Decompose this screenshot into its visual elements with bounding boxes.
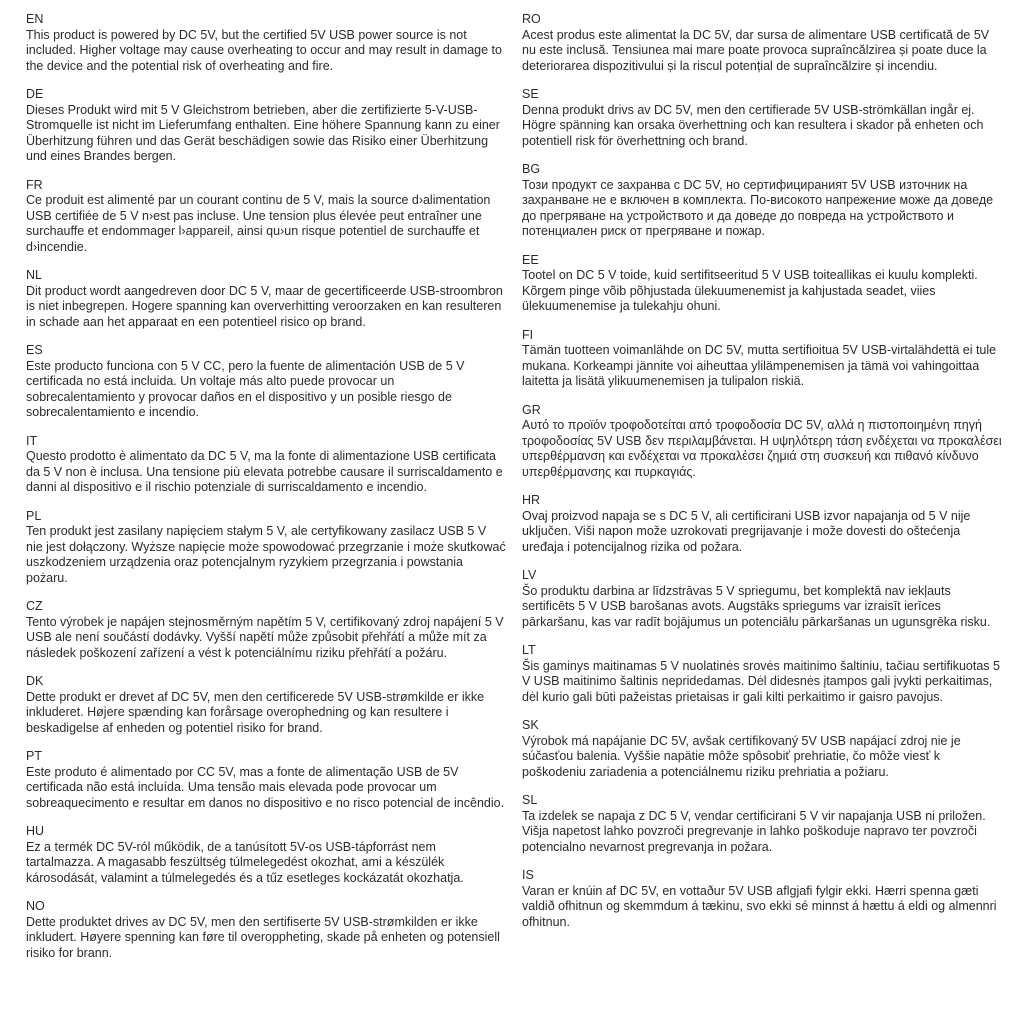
lang-section-cz [26, 599, 506, 661]
lang-section-lt [522, 643, 1002, 705]
language-text-sk: Výrobok má napájanie DC 5V, avšak certifikovaný 5V USB napájací zdroj nie je súčasťou balenia. Vyššie napätie môže spôsobiť prehriatie, čo môže viesť k poškodeniu zariadenia a potenciálnemu riziku prehriatia a požiaru. [522, 733, 961, 779]
right-column [522, 12, 1002, 974]
language-text-hu: Ez a termék DC 5V-ról működik, de a tanúsított 5V-os USB-tápforrást nem tartalmazza. A magasabb feszültség túlmelegedést okozhat, ami a készülék károsodását, valamint a túlmelegedés és a tűz esetleges kockázatát okozhatja. [26, 839, 464, 885]
language-code-bg: BG [522, 162, 541, 176]
language-code-fi: FI [522, 327, 534, 342]
language-text-gr: Αυτό το προϊόν τροφοδοτείται από τροφοδοσία DC 5V, αλλά η πιστοποιημένη πηγή τροφοδοσίας 5V USB δεν περιλαμβάνεται. Η υψηλότερη τάση ενδέχεται να προκαλέσει υπερθέρμανση και ενδέχεται να προκαλέσει ζημιά στη συσκευή και πιθανό κίνδυνο υπερθέρμανσης και πυρκαγιάς. [522, 418, 1002, 479]
lang-section-se [522, 87, 1002, 149]
language-code-nl: NL [26, 268, 42, 282]
language-code-sk: SK [522, 718, 539, 732]
language-code-lv: LV [522, 568, 537, 582]
language-text-lt: Šis gaminys maitinamas 5 V nuolatinės srovės maitinimo šaltiniu, tačiau sertifikuotas 5 V USB maitinimo šaltinis nepridedamas. Dėl didesnės įtampos gali įvykti perkaitimas, dėl kurio gali būti pažeistas prietaisas ir gali kilti perkaitimo ir gaisro pavojus. [522, 658, 1000, 704]
lang-section-sk [522, 718, 1002, 780]
lang-section-hu [26, 824, 506, 886]
language-code-no: NO [26, 899, 45, 913]
lang-section-bg [522, 162, 1002, 240]
language-code-ee: EE [522, 252, 539, 267]
lang-section-nl [26, 268, 506, 330]
language-code-ro: RO [522, 12, 541, 26]
language-text-cz: Tento výrobek je napájen stejnosměrným napětím 5 V, certifikovaný zdroj napájení 5 V USB ale není součástí dodávky. Vyšší napětí může způsobit přehřátí a může mít za následek poškození zařízení a vést k potenciálnímu riziku přehřátí a požáru. [26, 614, 504, 660]
language-text-pt: Este produto é alimentado por CC 5V, mas a fonte de alimentação USB de 5V certificada não está incluída. Uma tensão mais elevada pode provocar um sobreaquecimento e resultar em danos no dispositivo e no risco potencial de incêndio. [26, 764, 505, 810]
language-code-lt: LT [522, 643, 536, 657]
language-text-dk: Dette produkt er drevet af DC 5V, men den certificerede 5V USB-strømkilde er ikke inkluderet. Højere spænding kan forårsage overophedning og kan resultere i beskadigelse af enheden og potentiel risiko for brand. [26, 689, 485, 735]
language-code-pt: PT [26, 749, 42, 763]
language-text-it: Questo prodotto è alimentato da DC 5 V, ma la fonte di alimentazione USB certificata da 5 V non è inclusa. Una tensione più elevata potrebbe causare il surriscaldamento e danni al dispositivo e il rischio potenziale di surriscaldamento e incendio. [26, 449, 503, 494]
lang-section-es [26, 343, 506, 421]
language-text-bg: Този продукт се захранва с DC 5V, но сертифицираният 5V USB източник на захранване не е включен в комплекта. По-високото напрежение може да доведе до прегряване на устройството и да доведе до повреда на устройството и потенциален риск от прегряване и пожар. [522, 177, 994, 238]
language-code-is: IS [522, 868, 534, 882]
lang-section-no [26, 899, 506, 961]
lang-section-hr [522, 493, 1002, 555]
language-code-fr: FR [26, 177, 43, 192]
language-text-pl: Ten produkt jest zasilany napięciem stałym 5 V, ale certyfikowany zasilacz USB 5 V nie jest dołączony. Wyższe napięcie może spowodować przegrzanie i może skutkować uszkodzeniem urządzenia oraz potencjalnym ryzykiem przegrzania i powstania pożaru. [26, 524, 506, 585]
language-text-sl: Ta izdelek se napaja z DC 5 V, vendar certificirani 5 V vir napajanja USB ni priložen. Višja napetost lahko povzroči pregrevanje in lahko poškoduje napravo ter povzroči potencialno nevarnost pregrevanja in požara. [522, 808, 986, 854]
language-code-se: SE [522, 87, 539, 101]
left-column [26, 12, 506, 974]
language-code-en: EN [26, 12, 44, 26]
lang-section-sl [522, 793, 1002, 855]
lang-section-pl [26, 509, 506, 587]
lang-section-gr [522, 403, 1002, 481]
language-code-pl: PL [26, 508, 42, 523]
language-text-ro: Acest produs este alimentat la DC 5V, dar sursa de alimentare USB certificată de 5V nu este inclusă. Tensiunea mai mare poate provoca supraîncălzirea și poate duce la deteriorarea dispozitivului și la riscul potențial de supraîncălzire și incendiu. [522, 27, 990, 73]
language-text-nl: Dit product wordt aangedreven door DC 5 V, maar de gecertificeerde USB-stroombron is niet inbegrepen. Hogere spanning kan oververhitting veroorzaken en kan resulteren in schade aan het apparaat en een potentieel risico op brand. [26, 283, 503, 329]
lang-section-dk [26, 674, 506, 736]
lang-section-it [26, 434, 506, 496]
lang-section-is [522, 868, 1002, 930]
language-code-es: ES [26, 343, 43, 357]
lang-section-de [26, 87, 506, 165]
lang-section-fi [522, 328, 1002, 390]
lang-section-fr [26, 178, 506, 256]
language-text-de: Dieses Produkt wird mit 5 V Gleichstrom betrieben, aber die zertifizierte 5-V-USB-Stromquelle ist nicht im Lieferumfang enthalten. Eine höhere Spannung kann zu einer Überhitzung führen und das Gerät beschädigen sowie das Risiko einer Überhitzung und eines Brandes bergen. [26, 102, 500, 163]
language-text-en: This product is powered by DC 5V, but the certified 5V USB power source is not included. Higher voltage may cause overheating to occur and may result in damage to the device and the potential risk of overheating and fire. [26, 27, 502, 73]
language-code-it: IT [26, 433, 38, 448]
language-text-ee: Tootel on DC 5 V toide, kuid sertifitseeritud 5 V USB toiteallikas ei kuulu komplekti. Kõrgem pinge võib põhjustada ülekuumenemist ja kahjustada seadet, viies ülekuumenemise ja tulekahju ohuni. [522, 268, 978, 313]
lang-section-en [26, 12, 506, 74]
language-code-sl: SL [522, 793, 538, 807]
language-text-se: Denna produkt drivs av DC 5V, men den certifierade 5V USB-strömkällan ingår ej. Högre spänning kan orsaka överhettning och kan resultera i skador på enheten och potentiell risk för överhettning och brand. [522, 102, 984, 148]
lang-section-ro [522, 12, 1002, 74]
language-text-es: Este producto funciona con 5 V CC, pero la fuente de alimentación USB de 5 V certificada no está incluida. Un voltaje más alto puede provocar un sobrecalentamiento y provocar daños en el dispositivo y un posible riesgo de sobrecalentamiento e incendio. [26, 358, 465, 419]
language-text-lv: Šo produktu darbina ar līdzstrāvas 5 V spriegumu, bet komplektā nav iekļauts sertificēts 5 V USB barošanas avots. Augstāks spriegums var izraisīt ierīces pārkaršanu, kas var radīt bojājumus un potenciālu pārkaršanas un ugunsgrēka risku. [522, 583, 991, 629]
lang-section-pt [26, 749, 506, 811]
language-code-de: DE [26, 87, 44, 101]
language-text-fi: Tämän tuotteen voimanlähde on DC 5V, mutta sertifioitua 5V USB-virtalähdettä ei tule mukana. Korkeampi jännite voi aiheuttaa ylilämpenemisen ja tämä voi vahingoittaa laitetta ja lisätä ylikuumenemisen ja tulipalon riskiä. [522, 343, 997, 388]
language-code-dk: DK [26, 674, 44, 688]
language-text-is: Varan er knúin af DC 5V, en vottaður 5V USB aflgjafi fylgir ekki. Hærri spenna gæti valdið ofhitnun og skemmdum á tækinu, svo ekki sé minnst á hættu á eldi og almennri ofhitnun. [522, 883, 997, 929]
lang-section-lv [522, 568, 1002, 630]
language-code-cz: CZ [26, 599, 43, 613]
language-code-gr: GR [522, 402, 541, 417]
lang-section-ee [522, 253, 1002, 315]
language-text-fr: Ce produit est alimenté par un courant continu de 5 V, mais la source d›alimentation USB certifiée de 5 V n›est pas incluse. Une tension plus élevée peut entraîner une surchauffe et endommager l›appareil, ainsi qu›un risque potentiel de surchauffe et d›incendie. [26, 193, 491, 254]
language-code-hu: HU [26, 824, 45, 838]
language-code-hr: HR [522, 493, 541, 507]
language-text-hr: Ovaj proizvod napaja se s DC 5 V, ali certificirani USB izvor napajanja od 5 V nije uključen. Viši napon može uzrokovati pregrijavanje i može dovesti do oštećenja uređaja i potencijalnog rizika od požara. [522, 508, 971, 554]
language-text-no: Dette produktet drives av DC 5V, men den sertifiserte 5V USB-strømkilden er ikke inkludert. Høyere spenning kan føre til overoppheting, skade på enheten og potensiell risiko for brann. [26, 914, 500, 960]
